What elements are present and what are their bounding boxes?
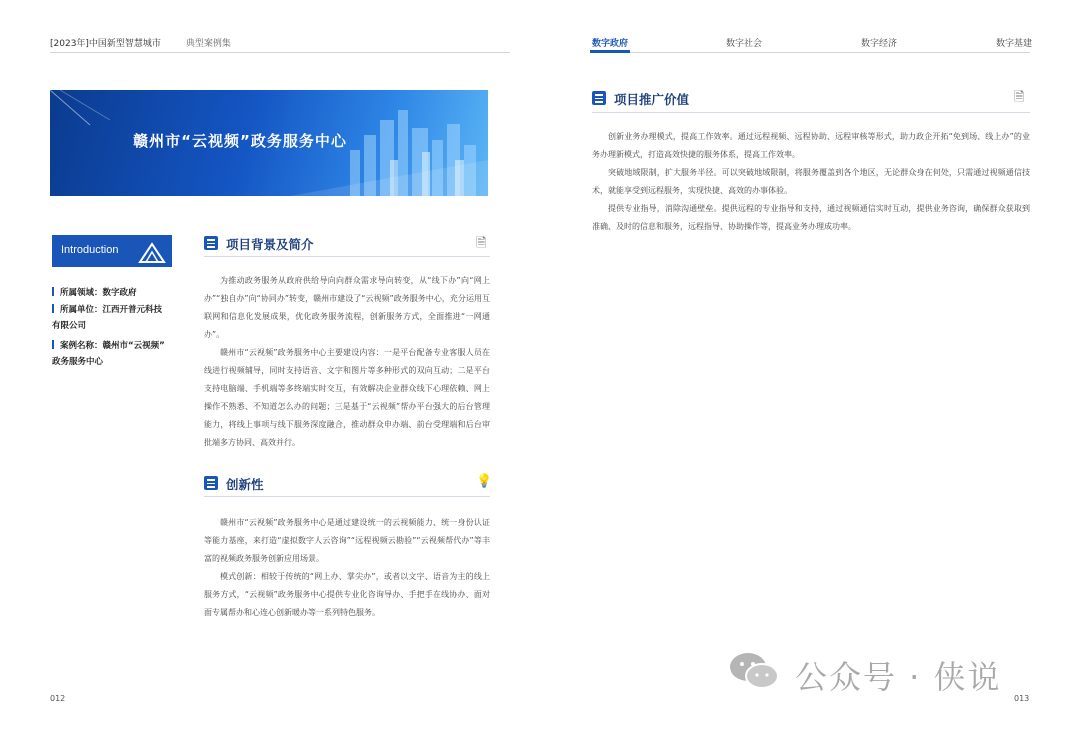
document-title: [2023年]中国新型智慧城市 [50, 39, 161, 49]
background-text: 为推动政务服务从政府供给导向向群众需求导向转变，从“线下办”向“网上办”“独自办”向“协同办”转变，赣州市建设了“云视频”政务服务中心，充分运用互联网和信息化发展成果，优化政务服务流程，创新服务方式，全面推进“一网通办”。 赣州市“云视频”政务服务中心主要建设内容：一是平台配备专业客服人员在线进行视频辅导，同时支持语音、文字和图片等多种形式的双向互动；二是平台支持电脑端、手机端等多终端实时交互，有效解决企业群众线下心理依赖、网上操作不熟悉、不知道怎么办的问题；三是基于“云视频”帮办平台强大的后台管理能力，将线上事项与线下服务深度融合，推动群众申办端、前台受理端和后台审批端多方协同、高效并行。 [204, 276, 490, 447]
sidebar-item-unit: 所属单位：江西开普元科技 有限公司 [52, 305, 163, 331]
nav-digital-infrastructure[interactable]: 数字基建 [996, 39, 1033, 49]
introduction-icon [138, 240, 166, 264]
sidebar-item-case-name: 案例名称：赣州市“云视频” 政务服务中心 [52, 341, 165, 367]
section-list-icon [592, 91, 606, 105]
sidebar-item-field: 所属领域：数字政府 [52, 285, 137, 301]
header-rule-right [590, 52, 1030, 53]
nav-digital-economy[interactable]: 数字经济 [861, 39, 898, 49]
lightbulb-icon: 💡 [476, 474, 493, 489]
page-number-left: 012 [50, 694, 66, 703]
section-rule [204, 496, 490, 497]
wechat-icon [728, 650, 780, 692]
document-subtitle: 典型案例集 [185, 39, 231, 49]
watermark-text: 公众号 · 侠说 [795, 658, 1002, 696]
section-list-icon [204, 476, 218, 490]
document-icon: 🗎 [476, 236, 487, 251]
section-title-value: 项目推广价值 [614, 92, 690, 107]
document-header [50, 36, 253, 49]
nav-digital-society[interactable]: 数字社会 [726, 39, 763, 49]
nav-digital-government[interactable]: 数字政府 [592, 39, 629, 49]
section-list-icon [204, 236, 218, 250]
nav-active-indicator [590, 50, 630, 53]
header-rule-left [50, 52, 510, 53]
section-rule [204, 256, 490, 257]
introduction-label: Introduction [61, 244, 119, 256]
section-title-innovation: 创新性 [226, 477, 264, 492]
section-title-background: 项目背景及简介 [226, 237, 314, 252]
section-rule [592, 112, 1030, 113]
value-text: 创新业务办理模式，提高工作效率。通过远程视频、远程协助、远程审核等形式，助力政企开拓“免到场、线上办”的业务办理新模式，打造高效快捷的服务体系，提高工作效率。 突破地域限制，扩大服务半径。可以突破地域限制，将服务覆盖到各个地区，无论群众身在何处，只需通过视频通信技术，就能享受到远程服务，实现快捷、高效的办事体验。 提供专业指导，消除沟通壁垒。提供远程的专业指导和支持，通过视频通信实时互动，提供业务咨询，确保群众获取到准确、及时的信息和服务，远程指导、协助操作等，提高业务办理成功率。 [592, 132, 1030, 231]
page-number-right: 013 [1014, 694, 1030, 703]
report-icon: 🗎 [1014, 90, 1025, 105]
innovation-text: 赣州市“云视频”政务服务中心是通过建设统一的云视频能力、统一身份认证等能力基座，来打造“虚拟数字人云咨询”“远程视频云勘验”“云视频帮代办”等丰富的视频政务服务创新应用场景。 模式创新：相较于传统的“网上办、掌尖办”，或者以文字、语音为主的线上服务方式，“云视频”政务服务中心提供专业化咨询导办、手把手在线协办、面对面专属帮办和心连心创新暖办等一系列特色服务。 [204, 518, 490, 617]
case-title: 赣州市“云视频”政务服务中心 [133, 132, 347, 150]
